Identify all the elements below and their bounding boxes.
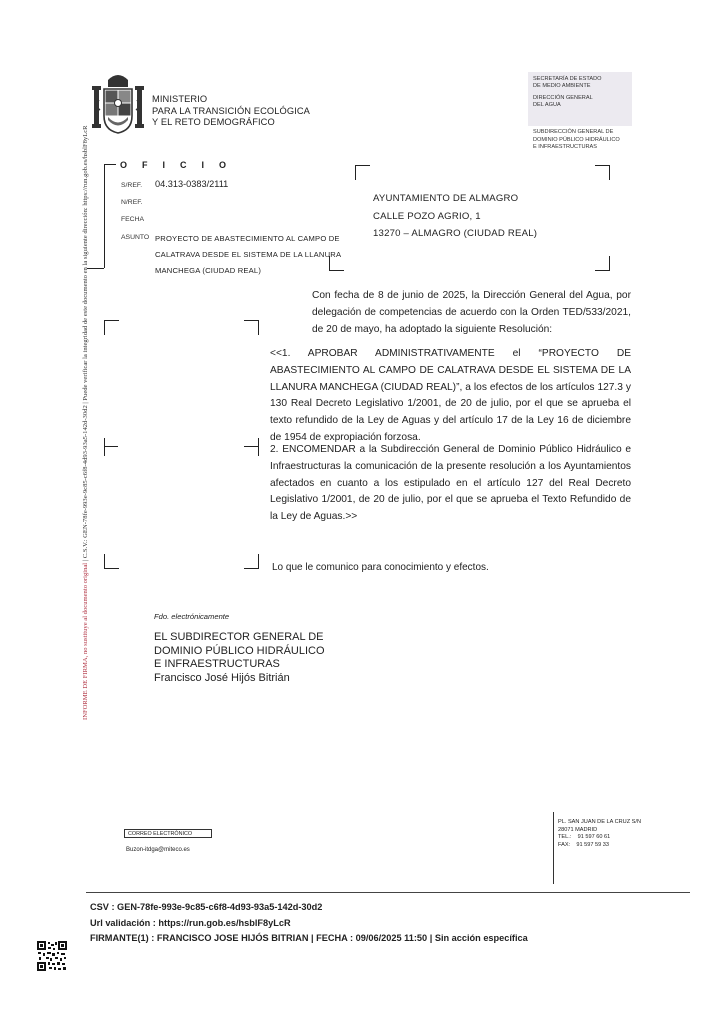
- footer-divider: [86, 892, 690, 893]
- signer-title-2: DOMINIO PÚBLICO HIDRÁULICO: [154, 644, 325, 657]
- direccion-line-2: DEL AGUA: [533, 101, 561, 108]
- recipient-address: [373, 190, 537, 243]
- email-address[interactable]: Buzon-itdga@miteco.es: [126, 847, 190, 853]
- signer-title-1: EL SUBDIRECTOR GENERAL DE: [154, 631, 324, 643]
- intro-paragraph: Con fecha de 8 de junio de 2025, la Dirección General del Agua, por delegación de competencias de acuerdo con la Orden TED/533/2021, de 20 de mayo, ha adoptado la siguiente Resolución:: [312, 290, 631, 335]
- side-note-red: INFORME DE FIRMA, no sustituye al documento original: [82, 562, 89, 720]
- oficio-frame-top: [104, 164, 116, 165]
- fold-mid-left-h: [104, 446, 118, 447]
- contact-city: 28071 MADRID: [558, 826, 598, 833]
- qr-code-icon: [37, 941, 67, 971]
- address-corner-bl: [329, 256, 344, 271]
- signer-name: Francisco José Hijós Bitrián: [154, 671, 290, 684]
- sref-label: S/REF.: [121, 182, 143, 189]
- ministry-line-2: PARA LA TRANSICIÓN ECOLÓGICA: [152, 105, 310, 116]
- asunto-label: ASUNTO: [121, 234, 150, 241]
- secretaria-line-1: SECRETARÍA DE ESTADO: [533, 76, 602, 82]
- fold-corner-br: [244, 554, 259, 569]
- contact-address: PL. SAN JUAN DE LA CRUZ S/N: [558, 819, 641, 825]
- resolution-point-1: <<1. APROBAR ADMINISTRATIVAMENTE el “PROYECTO DE ABASTECIMIENTO AL CAMPO DE CALATRAVA DESDE EL SISTEMA DE LA LLANURA MANCHEGA (CIUDAD REAL)”, a los efectos de los artículos 127.3 y 130 Real Decreto Legislativo 1/2001, de 20 de julio, por el que se aprueba el texto refundido de la Ley de Aguas y del artículo 17 de la Ley 16 de diciembre de 1954 de expropiación forzosa.: [270, 348, 631, 443]
- fold-mid-right-h: [244, 446, 258, 447]
- asunto-text: PROYECTO DE ABASTECIMIENTO AL CAMPO DE CALATRAVA DESDE EL SISTEMA DE LA LLANURA MANCHEGA (CIUDAD REAL): [155, 234, 341, 275]
- address-line-1: AYUNTAMIENTO DE ALMAGRO: [373, 193, 519, 204]
- oficio-frame-bottom: [87, 268, 104, 269]
- secretaria-line-2: DE MEDIO AMBIENTE: [533, 83, 591, 90]
- sref-value: 04.313-0383/2111: [155, 179, 229, 189]
- resolution-point-2: 2. ENCOMENDAR a la Subdirección General de Dominio Público Hidráulico e Infraestructuras la comunicación de la presente resolución a los Ayuntamientos afectados en cuanto a los estipulado en el artículo 127 del Real Decreto Legislativo 1/2001, de 20 de julio, por el que se aprueba el Texto Refundido de la Ley de Aguas.>>: [270, 444, 631, 523]
- subdir-line-3: E INFRAESTRUCTURAS: [533, 144, 598, 151]
- address-corner-br: [595, 256, 610, 271]
- oficio-frame-left: [104, 164, 105, 268]
- direccion-line-1: DIRECCIÓN GENERAL: [533, 94, 593, 101]
- address-line-3: 13270 – ALMAGRO (CIUDAD REAL): [373, 228, 538, 239]
- coat-of-arms-icon: [90, 70, 146, 138]
- signed-electronically-note: Fdo. electrónicamente: [154, 612, 230, 621]
- fold-mid-right-v: [258, 438, 259, 456]
- fecha-label: FECHA: [121, 216, 145, 223]
- nref-label: N/REF.: [121, 199, 143, 206]
- subdir-line-2: DOMINIO PÚBLICO HIDRÁULICO: [533, 136, 620, 143]
- subdir-line-1: SUBDIRECCIÓN GENERAL DE: [533, 129, 614, 135]
- ministry-line-3: Y EL RETO DEMOGRÁFICO: [152, 117, 275, 127]
- fold-corner-tr: [244, 320, 259, 335]
- fold-corner-tl: [104, 320, 119, 335]
- subdireccion-block: [533, 129, 620, 152]
- signature-block: [154, 631, 325, 685]
- fold-mid-left-v: [104, 438, 105, 456]
- validation-url[interactable]: Url validación : https://run.gob.es/hsblF8yLcR: [90, 917, 291, 928]
- contact-block: [558, 819, 641, 849]
- email-label: CORREO ELECTRÓNICO: [124, 829, 212, 838]
- address-corner-tr: [595, 165, 610, 180]
- fold-corner-bl: [104, 554, 119, 569]
- ministry-name: [152, 94, 310, 129]
- ministry-line-1: MINISTERIO: [152, 94, 208, 104]
- contact-divider: [553, 812, 554, 884]
- oficio-title: OFICIO: [120, 160, 241, 170]
- side-verification-note: [82, 125, 89, 720]
- contact-phone: TEL.: 91 597 60 61: [558, 834, 611, 841]
- csv-code: CSV : GEN-78fe-993e-9c85-c6f8-4d93-93a5-142d-30d2: [90, 902, 323, 912]
- address-corner-tl: [355, 165, 370, 180]
- address-line-2: CALLE POZO AGRIO, 1: [373, 210, 481, 222]
- signer-title-3: E INFRAESTRUCTURAS: [154, 658, 280, 671]
- side-note-rest: | C.S.V.: GEN-78fe-993e-9c85-c6f8-4d93-93a5-142d-30d2 | Puede verificar la integridad de este documento en la siguiente dirección: https://run.gob.es/hsblF8yLcR: [82, 125, 89, 563]
- closing-line: Lo que le comunico para conocimiento y efectos.: [272, 562, 489, 573]
- signer-line: FIRMANTE(1) : FRANCISCO JOSE HIJÓS BITRIAN | FECHA : 09/06/2025 11:50 | Sin acción específica: [90, 933, 528, 943]
- secretariat-box: [528, 72, 632, 126]
- contact-fax: FAX: 91 597 59 33: [558, 841, 610, 848]
- csv-block: [90, 900, 528, 947]
